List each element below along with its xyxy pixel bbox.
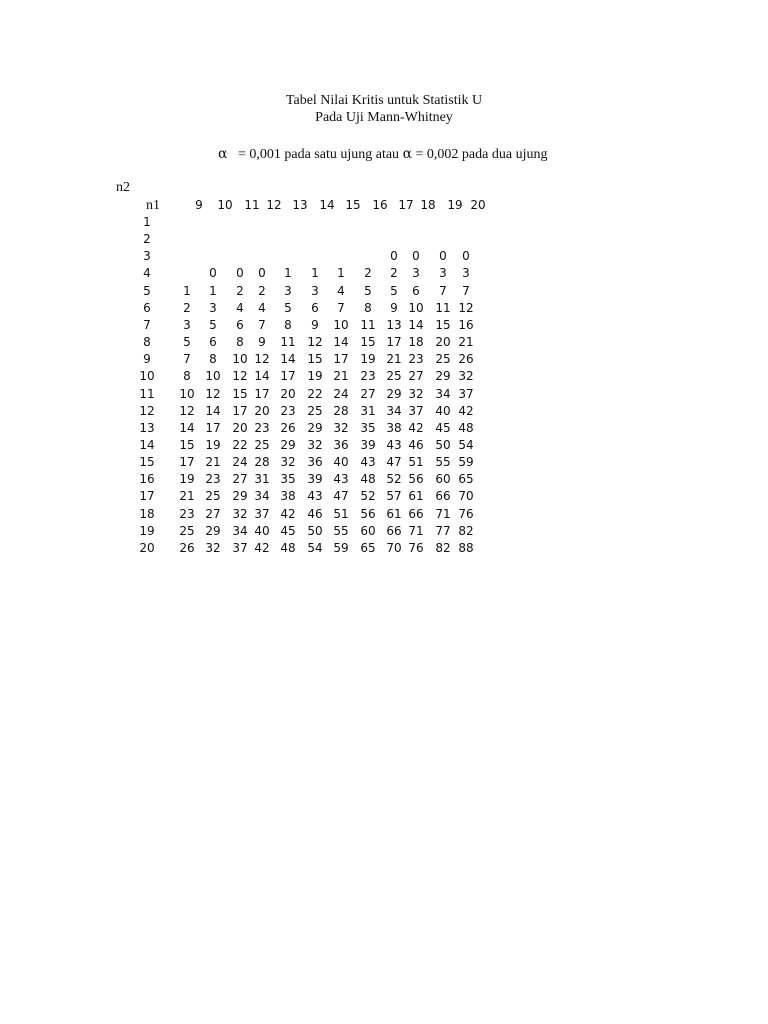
- table-cell: 66: [435, 489, 451, 504]
- table-cell: 65: [458, 472, 474, 487]
- row-header-n2-16: 16: [139, 472, 155, 487]
- column-header-n1-9: 9: [195, 198, 203, 212]
- table-cell: 42: [280, 506, 296, 521]
- table-cell: 5: [209, 317, 217, 332]
- table-cell: 19: [205, 437, 221, 452]
- table-cell: 48: [458, 420, 474, 435]
- table-cell: 2: [364, 266, 372, 281]
- table-cell: 6: [311, 300, 319, 315]
- table-cell: 20: [435, 335, 451, 350]
- table-cell: 32: [408, 386, 424, 401]
- alpha-symbol: α: [218, 146, 228, 162]
- row-header-n2-17: 17: [139, 489, 155, 504]
- row-header-n2-5: 5: [143, 283, 151, 298]
- table-cell: 8: [236, 335, 244, 350]
- table-cell: 26: [179, 540, 195, 555]
- table-cell: 29: [435, 369, 451, 384]
- column-header-n1-10: 10: [217, 198, 233, 212]
- table-cell: 14: [408, 317, 424, 332]
- table-cell: 25: [435, 352, 451, 367]
- table-cell: 60: [435, 472, 451, 487]
- table-cell: 20: [280, 386, 296, 401]
- table-cell: 52: [386, 472, 402, 487]
- table-cell: 16: [458, 317, 474, 332]
- table-cell: 23: [254, 420, 270, 435]
- table-cell: 8: [364, 300, 372, 315]
- table-cell: 14: [179, 420, 195, 435]
- table-cell: 51: [408, 455, 424, 470]
- table-cell: 15: [232, 386, 248, 401]
- table-cell: 23: [280, 403, 296, 418]
- table-cell: 25: [386, 369, 402, 384]
- table-cell: 5: [183, 335, 191, 350]
- table-cell: 57: [386, 489, 402, 504]
- table-cell: 2: [236, 283, 244, 298]
- row-header-n2-18: 18: [139, 506, 155, 521]
- table-cell: 17: [386, 335, 402, 350]
- table-cell: 34: [386, 403, 402, 418]
- table-cell: 36: [307, 455, 323, 470]
- table-cell: 25: [205, 489, 221, 504]
- table-cell: 29: [307, 420, 323, 435]
- table-cell: 8: [209, 352, 217, 367]
- table-cell: 10: [205, 369, 221, 384]
- table-cell: 43: [333, 472, 349, 487]
- table-cell: 59: [333, 540, 349, 555]
- table-cell: 22: [307, 386, 323, 401]
- table-cell: 0: [258, 266, 266, 281]
- table-cell: 82: [458, 523, 474, 538]
- table-cell: 34: [435, 386, 451, 401]
- table-cell: 12: [307, 335, 323, 350]
- table-cell: 55: [435, 455, 451, 470]
- table-cell: 43: [307, 489, 323, 504]
- table-cell: 7: [258, 317, 266, 332]
- table-cell: 14: [205, 403, 221, 418]
- table-cell: 76: [458, 506, 474, 521]
- table-cell: 23: [179, 506, 195, 521]
- table-cell: 12: [232, 369, 248, 384]
- table-cell: 17: [333, 352, 349, 367]
- table-cell: 46: [408, 437, 424, 452]
- table-cell: 4: [258, 300, 266, 315]
- column-header-n1-16: 16: [372, 198, 388, 212]
- table-cell: 25: [179, 523, 195, 538]
- table-cell: 20: [254, 403, 270, 418]
- row-header-n2-19: 19: [139, 523, 155, 538]
- table-cell: 31: [360, 403, 376, 418]
- table-cell: 32: [458, 369, 474, 384]
- table-cell: 6: [236, 317, 244, 332]
- table-cell: 70: [386, 540, 402, 555]
- table-cell: 0: [462, 249, 470, 264]
- table-cell: 35: [280, 472, 296, 487]
- table-cell: 17: [179, 455, 195, 470]
- table-cell: 54: [458, 437, 474, 452]
- row-header-n2-12: 12: [139, 403, 155, 418]
- table-cell: 17: [232, 403, 248, 418]
- table-cell: 17: [280, 369, 296, 384]
- table-cell: 59: [458, 455, 474, 470]
- table-cell: 1: [183, 283, 191, 298]
- table-cell: 88: [458, 540, 474, 555]
- table-cell: 27: [408, 369, 424, 384]
- row-header-n2-15: 15: [139, 455, 155, 470]
- page-title: Tabel Nilai Kritis untuk Statistik U: [285, 93, 483, 108]
- table-cell: 12: [254, 352, 270, 367]
- table-cell: 9: [258, 335, 266, 350]
- alpha-symbol: α: [402, 146, 413, 162]
- table-cell: 10: [179, 386, 195, 401]
- table-cell: 56: [408, 472, 424, 487]
- table-cell: 11: [360, 317, 376, 332]
- table-cell: 31: [254, 472, 270, 487]
- table-cell: 20: [232, 420, 248, 435]
- table-cell: 28: [254, 455, 270, 470]
- table-cell: 1: [209, 283, 217, 298]
- table-cell: 52: [360, 489, 376, 504]
- table-cell: 17: [254, 386, 270, 401]
- table-cell: 37: [408, 403, 424, 418]
- table-cell: 19: [179, 472, 195, 487]
- table-cell: 26: [458, 352, 474, 367]
- alpha-two-tail-text: = 0,002 pada dua ujung: [415, 147, 548, 162]
- table-cell: 7: [337, 300, 345, 315]
- column-header-n1-18: 18: [420, 198, 436, 212]
- table-cell: 66: [386, 523, 402, 538]
- row-header-n2-7: 7: [143, 317, 151, 332]
- table-cell: 71: [408, 523, 424, 538]
- row-header-n2-20: 20: [139, 540, 155, 555]
- table-cell: 32: [280, 455, 296, 470]
- table-cell: 43: [386, 437, 402, 452]
- table-cell: 76: [408, 540, 424, 555]
- table-cell: 24: [232, 455, 248, 470]
- table-cell: 10: [333, 317, 349, 332]
- table-cell: 23: [205, 472, 221, 487]
- table-cell: 12: [205, 386, 221, 401]
- table-cell: 50: [435, 437, 451, 452]
- table-cell: 21: [179, 489, 195, 504]
- row-header-n2-4: 4: [143, 266, 151, 281]
- table-cell: 40: [435, 403, 451, 418]
- table-cell: 3: [183, 317, 191, 332]
- table-cell: 28: [333, 403, 349, 418]
- table-cell: 5: [390, 283, 398, 298]
- table-cell: 7: [183, 352, 191, 367]
- table-cell: 70: [458, 489, 474, 504]
- n2-label: n2: [116, 180, 130, 195]
- table-cell: 42: [254, 540, 270, 555]
- table-cell: 12: [179, 403, 195, 418]
- table-cell: 65: [360, 540, 376, 555]
- table-cell: 71: [435, 506, 451, 521]
- table-cell: 36: [333, 437, 349, 452]
- table-cell: 45: [435, 420, 451, 435]
- table-cell: 10: [408, 300, 424, 315]
- table-cell: 27: [360, 386, 376, 401]
- column-header-n1-20: 20: [470, 198, 486, 212]
- table-cell: 47: [386, 455, 402, 470]
- row-header-n2-8: 8: [143, 335, 151, 350]
- table-cell: 3: [311, 283, 319, 298]
- alpha-statement: [218, 146, 547, 163]
- table-cell: 34: [232, 523, 248, 538]
- row-header-n2-1: 1: [143, 215, 151, 229]
- table-cell: 37: [254, 506, 270, 521]
- table-cell: 1: [311, 266, 319, 281]
- column-header-n1-14: 14: [319, 198, 335, 212]
- table-cell: 27: [232, 472, 248, 487]
- alpha-one-tail-text: = 0,001 pada satu ujung atau: [237, 147, 400, 162]
- table-cell: 21: [205, 455, 221, 470]
- table-cell: 3: [462, 266, 470, 281]
- table-cell: 11: [280, 335, 296, 350]
- table-cell: 2: [183, 300, 191, 315]
- table-cell: 19: [307, 369, 323, 384]
- table-cell: 51: [333, 506, 349, 521]
- page-subtitle: Pada Uji Mann-Whitney: [315, 110, 453, 125]
- table-cell: 1: [337, 266, 345, 281]
- table-cell: 29: [386, 386, 402, 401]
- table-cell: 37: [458, 386, 474, 401]
- table-cell: 24: [333, 386, 349, 401]
- table-cell: 19: [360, 352, 376, 367]
- table-cell: 61: [386, 506, 402, 521]
- table-cell: 39: [360, 437, 376, 452]
- table-cell: 2: [258, 283, 266, 298]
- row-header-n2-10: 10: [139, 369, 155, 384]
- table-cell: 34: [254, 489, 270, 504]
- table-cell: 29: [232, 489, 248, 504]
- table-cell: 0: [390, 249, 398, 264]
- column-header-n1-12: 12: [266, 198, 282, 212]
- row-header-n2-6: 6: [143, 300, 151, 315]
- table-cell: 32: [232, 506, 248, 521]
- table-cell: 12: [458, 300, 474, 315]
- table-cell: 5: [364, 283, 372, 298]
- table-cell: 40: [333, 455, 349, 470]
- table-cell: 4: [236, 300, 244, 315]
- table-cell: 8: [284, 317, 292, 332]
- table-cell: 15: [179, 437, 195, 452]
- table-cell: 26: [280, 420, 296, 435]
- table-cell: 0: [209, 266, 217, 281]
- table-cell: 55: [333, 523, 349, 538]
- table-cell: 21: [333, 369, 349, 384]
- table-cell: 11: [435, 300, 451, 315]
- column-header-n1-19: 19: [447, 198, 463, 212]
- table-cell: 9: [390, 300, 398, 315]
- table-cell: 8: [183, 369, 191, 384]
- table-cell: 25: [307, 403, 323, 418]
- table-cell: 7: [462, 283, 470, 298]
- table-cell: 9: [311, 317, 319, 332]
- table-cell: 35: [360, 420, 376, 435]
- table-cell: 14: [333, 335, 349, 350]
- table-cell: 37: [232, 540, 248, 555]
- table-cell: 23: [408, 352, 424, 367]
- table-cell: 1: [284, 266, 292, 281]
- table-cell: 0: [439, 249, 447, 264]
- table-cell: 32: [307, 437, 323, 452]
- table-cell: 2: [390, 266, 398, 281]
- table-cell: 4: [337, 283, 345, 298]
- row-header-n2-2: 2: [143, 232, 151, 247]
- table-cell: 42: [408, 420, 424, 435]
- table-cell: 10: [232, 352, 248, 367]
- table-cell: 22: [232, 437, 248, 452]
- table-cell: 60: [360, 523, 376, 538]
- table-cell: 15: [307, 352, 323, 367]
- table-cell: 6: [412, 283, 420, 298]
- row-header-n2-3: 3: [143, 249, 151, 264]
- table-cell: 77: [435, 523, 451, 538]
- row-header-n2-11: 11: [139, 386, 155, 401]
- n1-label: n1: [146, 198, 160, 213]
- table-cell: 3: [209, 300, 217, 315]
- table-cell: 48: [280, 540, 296, 555]
- table-cell: 82: [435, 540, 451, 555]
- column-header-n1-13: 13: [292, 198, 308, 212]
- table-cell: 32: [333, 420, 349, 435]
- table-cell: 40: [254, 523, 270, 538]
- table-cell: 17: [205, 420, 221, 435]
- table-cell: 6: [209, 335, 217, 350]
- table-cell: 32: [205, 540, 221, 555]
- table-cell: 14: [254, 369, 270, 384]
- column-header-n1-17: 17: [398, 198, 414, 212]
- table-cell: 18: [408, 335, 424, 350]
- table-cell: 50: [307, 523, 323, 538]
- table-cell: 29: [280, 437, 296, 452]
- table-cell: 21: [458, 335, 474, 350]
- table-cell: 45: [280, 523, 296, 538]
- table-cell: 46: [307, 506, 323, 521]
- table-cell: 0: [236, 266, 244, 281]
- table-cell: 15: [360, 335, 376, 350]
- table-cell: 61: [408, 489, 424, 504]
- table-cell: 14: [280, 352, 296, 367]
- table-cell: 39: [307, 472, 323, 487]
- table-cell: 42: [458, 403, 474, 418]
- column-header-n1-11: 11: [244, 198, 260, 212]
- table-cell: 21: [386, 352, 402, 367]
- table-cell: 29: [205, 523, 221, 538]
- table-cell: 0: [412, 249, 420, 264]
- table-cell: 3: [284, 283, 292, 298]
- table-cell: 15: [435, 317, 451, 332]
- table-cell: 48: [360, 472, 376, 487]
- table-cell: 5: [284, 300, 292, 315]
- table-cell: 27: [205, 506, 221, 521]
- column-header-n1-15: 15: [345, 198, 361, 212]
- table-cell: 3: [439, 266, 447, 281]
- table-cell: 47: [333, 489, 349, 504]
- table-cell: 38: [386, 420, 402, 435]
- table-cell: 43: [360, 455, 376, 470]
- row-header-n2-9: 9: [143, 352, 151, 367]
- row-header-n2-13: 13: [139, 420, 155, 435]
- table-cell: 23: [360, 369, 376, 384]
- row-header-n2-14: 14: [139, 437, 155, 452]
- table-cell: 38: [280, 489, 296, 504]
- table-cell: 56: [360, 506, 376, 521]
- table-cell: 25: [254, 437, 270, 452]
- table-cell: 3: [412, 266, 420, 281]
- table-cell: 7: [439, 283, 447, 298]
- table-cell: 13: [386, 317, 402, 332]
- table-cell: 66: [408, 506, 424, 521]
- table-cell: 54: [307, 540, 323, 555]
